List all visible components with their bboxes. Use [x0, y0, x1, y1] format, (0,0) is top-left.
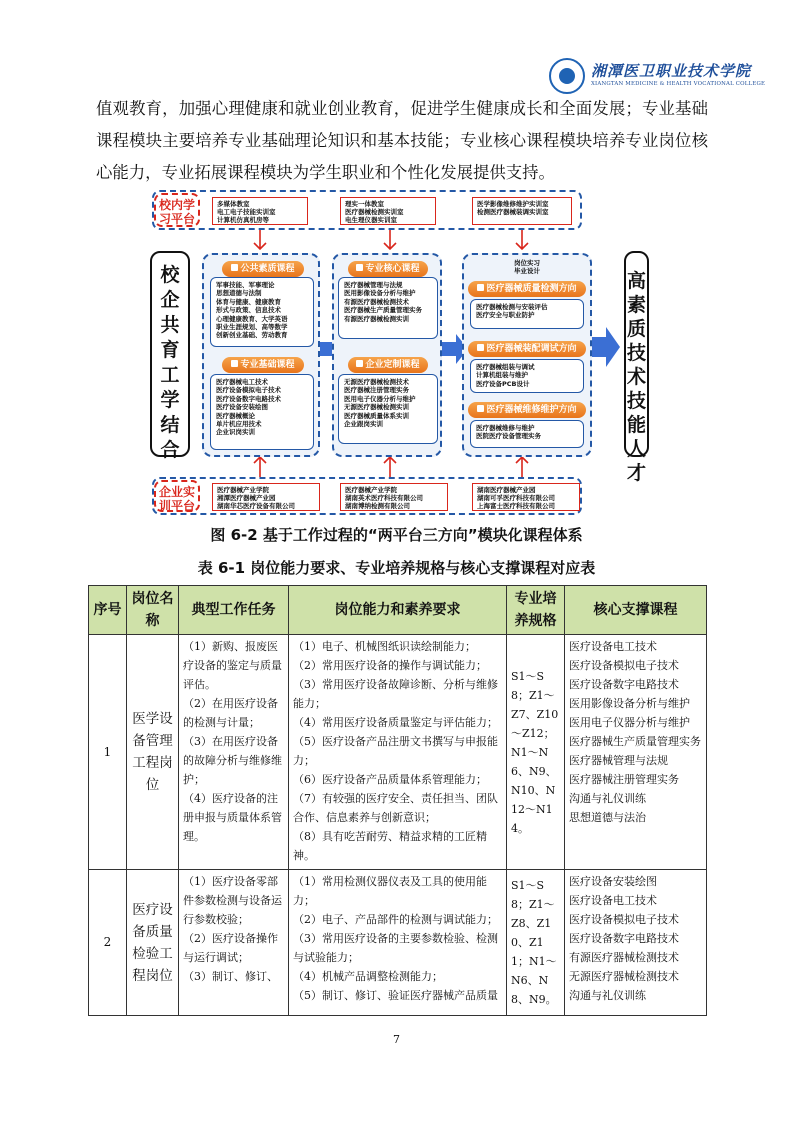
course-item: 有源医疗器械检测技术 — [569, 951, 679, 964]
table-row — [89, 635, 707, 870]
school-box-3: 医学影像维修维护实训室 检测医疗器械装调实训室 — [472, 197, 572, 225]
box-core-courses: 医疗器械管理与法规 医用影像设备分析与维护 有源医疗器械检测技术 医疗器械生产质量管理实务 有源医疗器械检测实训 — [338, 277, 438, 339]
ability-item: （2）电子、产品部件的检测与调试能力； — [293, 913, 498, 926]
header-post: 岗位名称 — [127, 586, 179, 635]
enterprise-platform-label: 企业实训平台 — [154, 480, 200, 512]
course-item: 无源医疗器械检测技术 — [569, 970, 679, 983]
arrow-up-1 — [254, 457, 266, 477]
task-item: （3）在用医疗设备的故障分析与维修维护； — [183, 735, 282, 786]
ability-item: （3）常用医疗设备故障诊断、分析与维修能力； — [293, 678, 498, 710]
course-item: 医用电子仪器分析与维护 — [569, 716, 690, 729]
course-item: 医疗设备模拟电子技术 — [569, 913, 679, 926]
spec-text: S1～S8；Z1～Z7、Z10～Z12；N1～N6、N9、N10、N12～N14。 — [511, 669, 559, 835]
page-number: 7 — [393, 1033, 400, 1046]
body-paragraph: 值观教育，加强心理健康和就业创业教育，促进学生健康成长和全面发展；专业基础课程模块主要培养专业基础理论知识和基本技能；专业核心课程模块培养专业岗位核心能力，专业拓展课程模块为学生职业和个性化发展提供支持。 — [96, 99, 708, 182]
arrow-up-3 — [516, 457, 528, 477]
box-public-courses: 军事技能、军事理论 思想道德与法制 体育与健康、健康教育 形式与政策、信息技术 心理健康教育、大学英语 职业生涯规划、高等数学 创新创业基础、劳动教育 — [210, 277, 314, 347]
task-item: （1）医疗设备零部件参数检测与设备运行参数校验； — [183, 875, 282, 926]
course-item: 医疗设备电工技术 — [569, 894, 657, 907]
course-item: 医用影像设备分析与维护 — [569, 697, 690, 710]
course-item: 医疗设备电工技术 — [569, 640, 657, 653]
ability-item: （2）常用医疗设备的操作与调试能力； — [293, 659, 487, 672]
competency-table — [88, 585, 707, 1016]
arrow-up-2 — [384, 457, 396, 477]
course-item: 医疗器械注册管理实务 — [569, 773, 679, 786]
course-item: 医疗设备数字电路技术 — [569, 932, 679, 945]
course-item: 医疗器械生产质量管理实务 — [569, 735, 701, 748]
table-caption: 表 6-1 岗位能力要求、专业培养规格与核心支撑课程对应表 — [197, 559, 596, 577]
header-seq: 序号 — [89, 586, 127, 635]
pill-quality-direction: 医疗器械质量检测方向 — [468, 281, 586, 297]
arrow-right-3 — [592, 327, 620, 367]
logo-chinese-name: 湘潭医卫职业技术学院 — [591, 62, 752, 80]
table-row — [89, 870, 707, 1016]
ability-item: （6）医疗设备产品质量体系管理能力； — [293, 773, 487, 786]
row-post: 医学设备管理工程岗位 — [127, 635, 179, 870]
row-courses — [565, 870, 707, 1016]
header-specs: 专业培养规格 — [507, 586, 565, 635]
right-bar-talent: 高素质技术技能人才 — [624, 251, 649, 457]
course-system-diagram — [150, 187, 647, 517]
enterprise-box-1: 医疗器械产业学院 湘潭医疗器械产业园 湖南华芯医疗设备有限公司 — [212, 483, 320, 511]
school-platform-label: 校内学习平台 — [154, 193, 200, 227]
course-item: 医疗设备模拟电子技术 — [569, 659, 679, 672]
box-custom-courses: 无源医疗器械检测技术 医疗器械注册管理实务 医用电子仪器分析与维护 无源医疗器械检测实训 医疗器械质量体系实训 企业跟岗实训 — [338, 374, 438, 444]
course-item: 医疗器械管理与法规 — [569, 754, 668, 767]
task-item: （2）医疗设备操作与运行调试； — [183, 932, 278, 964]
row-courses — [565, 635, 707, 870]
task-item: （1）新购、报废医疗设备的鉴定与质量评估。 — [183, 640, 282, 691]
task-item: （4）医疗设备的注册申报与质量体系管理。 — [183, 792, 282, 843]
row-tasks — [179, 635, 289, 870]
ability-item: （3）常用医疗设备的主要参数检验、检测与试验能力； — [293, 932, 498, 964]
pill-public-courses: 公共素质课程 — [222, 261, 304, 277]
table-header-row — [89, 586, 707, 635]
arrow-down-2 — [384, 229, 396, 249]
course-item: 医疗设备数字电路技术 — [569, 678, 679, 691]
course-item: 沟通与礼仪训练 — [569, 792, 646, 805]
pill-core-courses: 专业核心课程 — [348, 261, 428, 277]
college-logo — [549, 58, 766, 98]
ability-item: （4）常用医疗设备质量鉴定与评估能力； — [293, 716, 498, 729]
ability-item: （1）常用检测仪器仪表及工具的使用能力； — [293, 875, 487, 907]
box-maintenance-direction: 医疗器械维修与维护 医院医疗设备管理实务 — [470, 420, 584, 448]
task-item: （2）在用医疗设备的检测与计量； — [183, 697, 278, 729]
pill-custom-courses: 企业定制课程 — [348, 357, 428, 373]
ability-item: （4）机械产品调整检测能力； — [293, 970, 443, 983]
box-quality-direction: 医疗器械检测与安装评估 医疗安全与职业防护 — [470, 299, 584, 329]
box-basic-courses: 医疗器械电工技术 医疗设备模拟电子技术 医疗设备数字电路技术 医疗设备安装绘图 医疗器械概论 单片机应用技术 企业识岗实训 — [210, 374, 314, 450]
school-box-2: 理实一体教室 医疗器械检测实训室 电生理仪器实训室 — [340, 197, 436, 225]
enterprise-box-3: 湖南医疗器械产业园 湖南可孚医疗科技有限公司 上海富士医疗科技有限公司 — [472, 483, 580, 511]
row-specs — [507, 870, 565, 1016]
ability-item: （1）电子、机械图纸识读绘制能力； — [293, 640, 476, 653]
arrow-down-3 — [516, 229, 528, 249]
left-bar-school-enterprise: 校企共育 工学结合 — [150, 251, 190, 457]
arrow-down-1 — [254, 229, 266, 249]
logo-english-name: XIANGTAN MEDICINE & HEALTH VOCATIONAL COLLEGE — [591, 81, 766, 87]
header-abilities: 岗位能力和素养要求 — [289, 586, 507, 635]
ability-item: （7）有较强的医疗安全、责任担当、团队合作、信息素养与创新意识； — [293, 792, 498, 824]
header-courses: 核心支撑课程 — [565, 586, 707, 635]
figure-caption: 图 6-2 基于工作过程的“两平台三方向”模块化课程体系 — [210, 526, 583, 544]
row-abilities — [289, 870, 507, 1016]
task-item: （3）制订、修订、 — [183, 970, 278, 983]
ability-item: （5）制订、修订、验证医疗器械产品质量 — [293, 989, 498, 1002]
row-post: 医疗设备质量检验工程岗位 — [127, 870, 179, 1016]
course-item: 医疗设备安装绘图 — [569, 875, 657, 888]
school-box-1: 多媒体教室 电工电子技能实训室 计算机仿真机房等 — [212, 197, 308, 225]
row-abilities — [289, 635, 507, 870]
enterprise-box-2: 医疗器械产业学院 湖南英术医疗科技有限公司 湖南博纳检测有限公司 — [340, 483, 448, 511]
pill-maintenance-direction: 医疗器械维修维护方向 — [468, 402, 586, 418]
row-tasks — [179, 870, 289, 1016]
course-item: 思想道德与法治 — [569, 811, 646, 824]
college-seal-icon — [549, 58, 585, 94]
ability-item: （8）具有吃苦耐劳、精益求精的工匠精神。 — [293, 830, 487, 862]
spec-text: S1～S8；Z1～Z8、Z10、Z11；N1～N6、N8、N9。 — [511, 879, 557, 1006]
row-seq: 1 — [89, 635, 127, 870]
row-seq: 2 — [89, 870, 127, 1016]
course-item: 沟通与礼仪训练 — [569, 989, 646, 1002]
header-tasks: 典型工作任务 — [179, 586, 289, 635]
ability-item: （5）医疗设备产品注册文书撰写与申报能力； — [293, 735, 498, 767]
row-specs — [507, 635, 565, 870]
box-assembly-direction: 医疗器械组装与调试 计算机组装与维护 医疗设备PCB设计 — [470, 359, 584, 393]
pill-assembly-direction: 医疗器械装配调试方向 — [468, 341, 586, 357]
internship-label: 岗位实习 毕业设计 — [514, 259, 540, 275]
pill-basic-courses: 专业基础课程 — [222, 357, 304, 373]
